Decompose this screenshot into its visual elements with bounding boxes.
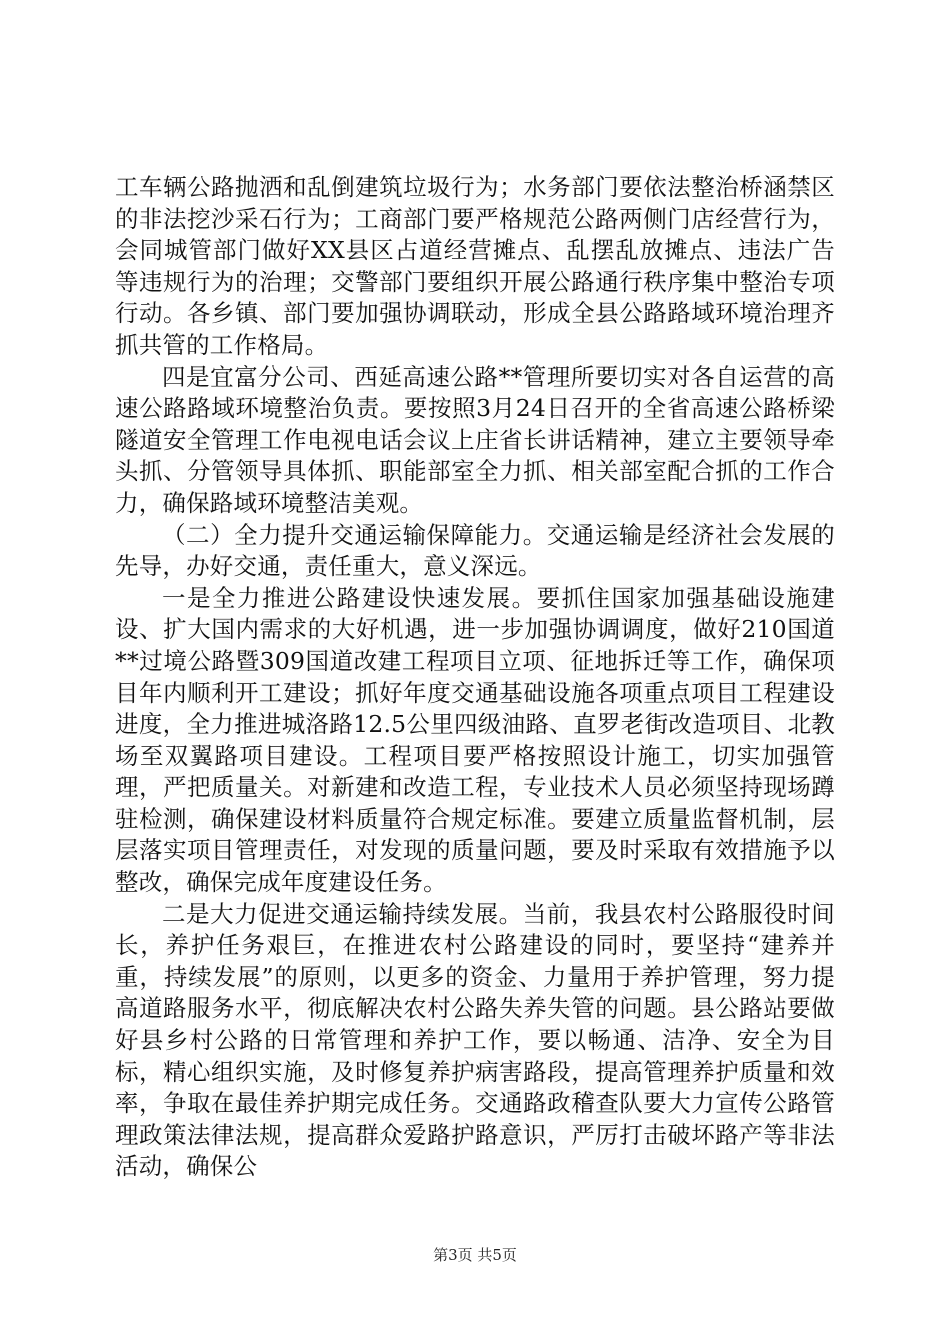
paragraph-road-construction: 一是全力推进公路建设快速发展。要抓住国家加强基础设施建设、扩大国内需求的大好机遇，进一步加强协调调度，做好210国道**过境公路暨309国道改建工程项目立项、征地拆迁等工作，确保项目年内顺利开工建设；抓好年度交通基础设施各项重点项目工程建设进度，全力推进城洛路12.5公里四级油路、直罗老街改造项目、北教场至双翼路项目建设。工程项目要严格按照设计施工，切实加强管理，严把质量关。对新建和改造工程，专业技术人员必须坚持现场蹲驻检测，确保建设材料质量符合规定标准。要建立质量监督机制，层层落实项目管理责任，对发现的质量问题，要及时采取有效措施予以整改，确保完成年度建设任务。: [115, 583, 835, 897]
page-footer: 第3页 共5页: [433, 1246, 517, 1264]
paragraph-continued: 工车辆公路抛洒和乱倒建筑垃圾行为；水务部门要依法整治桥涵禁区的非法挖沙采石行为；工商部门要严格规范公路两侧门店经营行为，会同城管部门做好XX县区占道经营摊点、乱摆乱放摊点、违法广告等违规行为的治理；交警部门要组织开展公路通行秩序集中整治专项行动。各乡镇、部门要加强协调联动，形成全县公路路域环境治理齐抓共管的工作格局。: [115, 173, 835, 359]
paragraph-transport-development: 二是大力促进交通运输持续发展。当前，我县农村公路服役时间长，养护任务艰巨，在推进农村公路建设的同时，要坚持“建养并重，持续发展”的原则，以更多的资金、力量用于养护管理，努力提高道路服务水平，彻底解决农村公路失养失管的问题。县公路站要做好县乡村公路的日常管理和养护工作，要以畅通、洁净、安全为目标，精心组织实施，及时修复养护病害路段，提高管理养护质量和效率，争取在最佳养护期完成任务。交通路政稽查队要大力宣传公路管理政策法律法规，提高群众爱路护路意识，严厉打击破坏路产等非法活动，确保公: [115, 899, 835, 1181]
section-heading-transport-capacity: （二）全力提升交通运输保障能力。交通运输是经济社会发展的先导，办好交通，责任重大，意义深远。: [115, 520, 835, 581]
document-body: [115, 172, 835, 1183]
paragraph-expressway-management: 四是宜富分公司、西延高速公路**管理所要切实对各自运营的高速公路路域环境整治负责。要按照3月24日召开的全省高速公路桥梁隧道安全管理工作电视电话会议上庄省长讲话精神，建立主要领导牵头抓、分管领导具体抓、职能部室全力抓、相关部室配合抓的工作合力，确保路域环境整洁美观。: [115, 362, 835, 517]
